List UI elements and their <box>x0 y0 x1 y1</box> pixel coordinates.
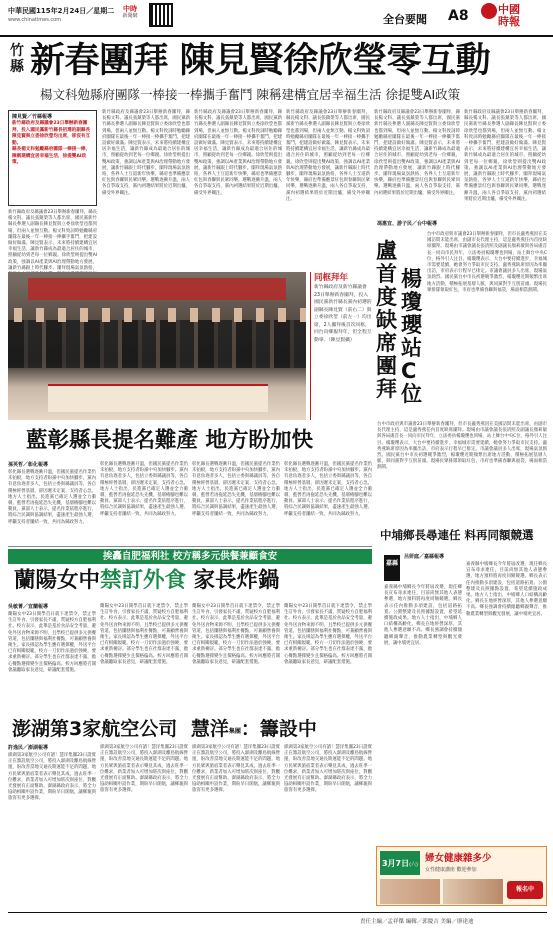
penghu-headline-part1: 澎湖第3家航空公司 <box>12 718 178 740</box>
right-story-body-col1: 台中市政府與市議會23日舉辦新春團拜，但市長盧秀燕因在美國訪問未能出席，由副市長代理主持，這是盧秀燕任內首度缺席團拜。現場由市議會議長張清照及副議長顏莉敏與各局處首長一同向市民拜年，立法委員楊瓊瓔也到場，站上舞台中央C位，格外引人注目。楊瓊瓔表示，大台中要持續進步，幸福城市需要延續，她會努力爭取市民支持。盧秀燕缺席原因為率團出訪，市府表示行程早已排定。市議會議員多人出席，現場氣氛熱烈。國民黨台中市長初選競爭激烈，楊瓊瓔近期頻繁出席地方活動，積極拓展基層人脈，與同黨對手互別苗頭。現場民眾排隊領取紅包，市府也準備春聯與福袋，場面相當熱鬧。 <box>427 232 547 293</box>
changhua-body-col3: 彰化縣長選戰逐漸升溫，但國民黨提名作業仍未拍板，地方支持者盼黨中央加快腳步。黨內有意角逐者多人，包括立委與縣議員等，各自積極經營基層，卻因遲未定案，支持者心急。地方人士指出，民進黨已確定人選並全力衝刺，藍營若再拖延恐失先機，基層樁腳也難以動員。黨部人士表示，提名作業依程序進行，將綜合民調與協調結果，盡速產生最強人選，呼籲支持者團結一致，共同為縣政努力。 <box>192 462 280 517</box>
penghu-body-col2: 澎湖第3家航空公司有譜！慧洋集團23日證實正在籌設航空公司，將投入澎湖及離島航線營運，盼改善當地交通長期運能不足的問題。地方民眾與旅宿業者表示樂見其成，過去旺季一位難求，新業者加入可增加班次與座位，對觀光發展有正面幫助。澎湖縣政府表示，將全力協助相關申設作業，期盼早日開航，讓鄉親與旅客有更多選擇。 <box>100 745 188 794</box>
chiayi-body-col2: 嘉義縣中埔鄉長今年將屆改選，現任鄉長宣布尋求連任，目前尚無其他人表態參選，地方預料將再度同額競選。鄉長表示任內推動多項建設，包括道路拓寬、公園整建及長照據點設置，希望延續施政成果。地方人士指出，中埔鄉人口結構高齡化，鄉長在地經營深厚，其他人參選意願不高。鄉長強調會持續傾聽鄉親聲音，推動農業轉型與觀光發展，讓中埔更宜居。 <box>466 562 547 617</box>
lead-body-col4: 新竹縣政府及縣議會23日舉辦新春團拜，縣長楊文科、議長張鎮榮等人都出席，國民黨新竹縣長參選人副縣長陳見賢與立委徐欣瑩也都到場，但兩人並無互動。楊文科致詞時勉勵縣府團隊在最後一年一棒接一棒攜手奮鬥，把建設做好做滿。陳見賢表示，未來將持續建構宜居幸福生活，讓新竹縣成為最適合居住的城市，照顧從幼到老每一位鄉親。徐欣瑩則提出雙AI政策，強調以AI產業與AI治理帶動地方發展，讓新竹縣跟上時代腳步。團拜現場氣氛熱絡，各界人士互道新年快樂，縣府也準備應景紅包與春聯與民眾同樂。選戰逐漸升溫，兩人各自爭取支持，黨內初選結果將於近期出爐，備受外界關注。 <box>286 110 370 202</box>
lead-photo <box>8 272 306 420</box>
logo-seal <box>481 3 497 19</box>
changhua-headline: 藍彰縣長提名難產 地方盼加快 <box>26 428 313 453</box>
ad-photo <box>380 879 440 904</box>
summary-text-1: 新竹縣政府及縣議會23日舉辦新春團拜，投入國民黨新竹縣長初選的副縣長陳見賢與立委徐欣瑩均出席，卻沒有互動。 <box>12 121 91 146</box>
section-label: 全台要聞 <box>383 13 427 26</box>
penghu-body-col1: 澎湖第3家航空公司有譜！慧洋集團23日證實正在籌設航空公司，將投入澎湖及離島航線營運，盼改善當地交通長期運能不足的問題。地方民眾與旅宿業者表示樂見其成，過去旺季一位難求，新業者加入可增加班次與座位，對觀光發展有正面幫助。澎湖縣政府表示，將全力協助相關申設作業，期盼早日開航，讓鄉親與旅客有更多選擇。 <box>8 753 96 802</box>
chiayi-headline: 中埔鄉長尋連任 料再同額競選 <box>380 528 534 542</box>
lanyang-headline-part1: 蘭陽女中 <box>14 568 101 593</box>
penghu-byline: 許逸民／澎湖報導 <box>8 745 49 751</box>
right-story-title-1: 盧首度缺席團拜 <box>376 239 397 401</box>
lead-headline: 新春團拜 陳見賢徐欣瑩零互動 <box>30 41 491 81</box>
ad-date-sub: (六) <box>409 862 419 868</box>
lead-subhead: 楊文科勉縣府團隊一棒接一棒攜手奮鬥 陳稱建構宜居幸福生活 徐提雙AI政策 <box>40 87 461 102</box>
chinatimes-logo-small: 中時 新聞網 <box>122 5 138 19</box>
masthead-rule <box>0 35 553 37</box>
lanyang-body-col1: 蘭陽女中23日開學首日就下達禁令，禁止學生訂外食，引發家長不滿，質疑校方自肥福利社。校方表示，此舉是基於食品安全考量，避免外送食物來源不明，且學校已提供多元供餐管道，包括團膳與福利社餐點，可兼顧營養與衛生。家長則認為學生應有選擇權，外送平台已有相關規範，校方一刀切作法過於強硬，要求重新檢討。部分學生也在社群表達不滿，擔心餐點選擇變少且價格偏高。校方回應將召開會議聽取家長意見，研議配套措施。 <box>8 612 96 673</box>
lanyang-headline <box>14 566 280 596</box>
photo-table <box>48 384 268 412</box>
summary-text-2: 縣長楊文科勉勵縣府團隊一棒接一棒，陳稱建構宜居幸福生活，徐提雙AI政策。 <box>12 147 91 165</box>
page-number: A8 <box>448 8 469 24</box>
penghu-headline-small: 集團 <box>228 728 241 735</box>
caption-box-title: 同框拜年 <box>314 273 349 283</box>
lanyang-body-col4: 蘭陽女中23日開學首日就下達禁令，禁止學生訂外食，引發家長不滿，質疑校方自肥福利社。校方表示，此舉是基於食品安全考量，避免外送食物來源不明，且學校已提供多元供餐管道，包括團膳與福利社餐點，可兼顧營養與衛生。家長則認為學生應有選擇權，外送平台已有相關規範，校方一刀切作法過於強硬，要求重新檢討。部分學生也在社群表達不滿，擔心餐點選擇變少且價格偏高。校方回應將召開會議聽取家長意見，研議配套措施。 <box>284 604 372 665</box>
summary-byline: 陳見賢／竹縣報導 <box>12 114 53 120</box>
ad-title: 婦女健康雜多少 <box>425 853 492 864</box>
lead-kicker: 竹 縣 <box>10 43 24 75</box>
qr-code-icon <box>149 3 173 27</box>
lead-body-col6: 新竹縣政府及縣議會23日舉辦新春團拜，縣長楊文科、議長張鎮榮等人都出席，國民黨新竹縣長參選人副縣長陳見賢與立委徐欣瑩也都到場，但兩人並無互動。楊文科致詞時勉勵縣府團隊在最後一年一棒接一棒攜手奮鬥，把建設做好做滿。陳見賢表示，未來將持續建構宜居幸福生活，讓新竹縣成為最適合居住的城市，照顧從幼到老每一位鄉親。徐欣瑩則提出雙AI政策，強調以AI產業與AI治理帶動地方發展，讓新竹縣跟上時代腳步。團拜現場氣氛熱絡，各界人士互道新年快樂，縣府也準備應景紅包與春聯與民眾同樂。選戰逐漸升溫，兩人各自爭取支持，黨內初選結果將於近期出爐，備受外界關注。 <box>464 110 546 202</box>
changhua-body-col2: 彰化縣長選戰逐漸升溫，但國民黨提名作業仍未拍板，地方支持者盼黨中央加快腳步。黨內有意角逐者多人，包括立委與縣議員等，各自積極經營基層，卻因遲未定案，支持者心急。地方人士指出，民進黨已確定人選並全力衝刺，藍營若再拖延恐失先機，基層樁腳也難以動員。黨部人士表示，提名作業依程序進行，將綜合民調與協調結果，盡速產生最強人選，呼籲支持者團結一致，共同為縣政努力。 <box>100 462 188 517</box>
penghu-headline-part2: 慧洋 <box>190 718 229 740</box>
chiayi-body-col1: 嘉義縣中埔鄉長今年將屆改選，現任鄉長宣布尋求連任，目前尚無其他人表態參選，地方預料將再度同額競選。鄉長表示任內推動多項建設，包括道路拓寬、公園整建及長照據點設置，希望延續施政成果。地方人士指出，中埔鄉人口結構高齡化，鄉長在地經營深厚，其他人參選意願不高。鄉長強調會持續傾聽鄉親聲音，推動農業轉型與觀光發展，讓中埔更宜居。 <box>384 585 462 646</box>
ad-subtitle: 女性健康講座 歡迎參加 <box>425 867 477 873</box>
lead-body-col3: 新竹縣政府及縣議會23日舉辦新春團拜，縣長楊文科、議長張鎮榮等人都出席，國民黨新竹縣長參選人副縣長陳見賢與立委徐欣瑩也都到場，但兩人並無互動。楊文科致詞時勉勵縣府團隊在最後一年一棒接一棒攜手奮鬥，把建設做好做滿。陳見賢表示，未來將持續建構宜居幸福生活，讓新竹縣成為最適合居住的城市，照顧從幼到老每一位鄉親。徐欣瑩則提出雙AI政策，強調以AI產業與AI治理帶動地方發展，讓新竹縣跟上時代腳步。團拜現場氣氛熱絡，各界人士互道新年快樂，縣府也準備應景紅包與春聯與民眾同樂。選戰逐漸升溫，兩人各自爭取支持，黨內初選結果將於近期出爐，備受外界關注。 <box>194 110 282 196</box>
penghu-body-col3: 澎湖第3家航空公司有譜！慧洋集團23日證實正在籌設航空公司，將投入澎湖及離島航線營運，盼改善當地交通長期運能不足的問題。地方民眾與旅宿業者表示樂見其成，過去旺季一位難求，新業者加入可增加班次與座位，對觀光發展有正面幫助。澎湖縣政府表示，將全力協助相關申設作業，期盼早日開航，讓鄉親與旅客有更多選擇。 <box>192 745 280 794</box>
lead-caption-box <box>310 272 372 420</box>
lanyang-headline-part2: 家長炸鍋 <box>186 568 280 593</box>
photo-backdrop-banner <box>28 278 286 300</box>
lead-body-col1: 新竹縣政府及縣議會23日舉辦新春團拜，縣長楊文科、議長張鎮榮等人都出席，國民黨新竹縣長參選人副縣長陳見賢與立委徐欣瑩也都到場，但兩人並無互動。楊文科致詞時勉勵縣府團隊在最後一年一棒接一棒攜手奮鬥，把建設做好做滿。陳見賢表示，未來將持續建構宜居幸福生活，讓新竹縣成為最適合居住的城市，照顧從幼到老每一位鄉親。徐欣瑩則提出雙AI政策，強調以AI產業與AI治理帶動地方發展，讓新竹縣跟上時代腳步。團拜現場氣氛熱絡， <box>8 210 98 271</box>
photo-faces <box>8 308 306 322</box>
chinatimes-logo: 中國時報 <box>498 3 520 28</box>
right-story-title-2: 楊瓊瓔站C位 <box>401 267 422 406</box>
lanyang-body-col3: 蘭陽女中23日開學首日就下達禁令，禁止學生訂外食，引發家長不滿，質疑校方自肥福利社。校方表示，此舉是基於食品安全考量，避免外送食物來源不明，且學校已提供多元供餐管道，包括團膳與福利社餐點，可兼顧營養與衛生。家長則認為學生應有選擇權，外送平台已有相關規範，校方一刀切作法過於強硬，要求重新檢討。部分學生也在社群表達不滿，擔心餐點選擇變少且價格偏高。校方回應將召開會議聽取家長意見，研議配套措施。 <box>192 604 280 665</box>
ad-date-badge <box>380 851 420 875</box>
changhua-body-col4: 彰化縣長選戰逐漸升溫，但國民黨提名作業仍未拍板，地方支持者盼黨中央加快腳步。黨內有意角逐者多人，包括立委與縣議員等，各自積極經營基層，卻因遲未定案，支持者心急。地方人士指出，民進黨已確定人選並全力衝刺，藍營若再拖延恐失先機，基層樁腳也難以動員。黨部人士表示，提名作業依程序進行，將綜合民調與協調結果，盡速產生最強人選，呼籲支持者團結一致，共同為縣政努力。 <box>284 462 372 517</box>
section-divider <box>8 546 372 547</box>
changhua-byline: 孫英哲／彰化報導 <box>8 462 49 468</box>
lanyang-body-col2: 蘭陽女中23日開學首日就下達禁令，禁止學生訂外食，引發家長不滿，質疑校方自肥福利社。校方表示，此舉是基於食品安全考量，避免外送食物來源不明，且學校已提供多元供餐管道，包括團膳與福利社餐點，可兼顧營養與衛生。家長則認為學生應有選擇權，外送平台已有相關規範，校方一刀切作法過於強硬，要求重新檢討。部分學生也在社群表達不滿，擔心餐點選擇變少且價格偏高。校方回應將召開會議聽取家長意見，研議配套措施。 <box>100 604 188 665</box>
penghu-headline-part3: ：籌設中 <box>240 718 317 740</box>
issue-date: 中華民國115年2月24日／星期二 <box>8 7 115 15</box>
ad-date: 3月7日 <box>381 859 410 868</box>
event-banner: 挨轟自肥福利社 校方稱多元供餐兼顧食安 <box>8 549 372 564</box>
caption-box-text: 新竹縣政府及新竹縣議會23日舉辦新春團拜，投入國民黨新竹縣長黨內初選的副縣長陳見賢（前右二）與立委徐欣瑩（前左一）均出席，2人團拜後首次同框，同台向鄉親拜年，但全程互動零。（陳見賢攝） <box>314 285 372 343</box>
photo-people-row <box>8 320 306 368</box>
lead-body-col2: 新竹縣政府及縣議會23日舉辦新春團拜，縣長楊文科、議長張鎮榮等人都出席，國民黨新竹縣長參選人副縣長陳見賢與立委徐欣瑩也都到場，但兩人並無互動。楊文科致詞時勉勵縣府團隊在最後一年一棒接一棒攜手奮鬥，把建設做好做滿。陳見賢表示，未來將持續建構宜居幸福生活，讓新竹縣成為最適合居住的城市，照顧從幼到老每一位鄉親。徐欣瑩則提出雙AI政策，強調以AI產業與AI治理帶動地方發展，讓新竹縣跟上時代腳步。團拜現場氣氛熱絡，各界人士互道新年快樂，縣府也準備應景紅包與春聯與民眾同樂。選戰逐漸升溫，兩人各自爭取支持，黨內初選結果將於近期出爐，備受外界關注。 <box>102 110 190 196</box>
ad-photo-2 <box>443 879 503 904</box>
right-story-byline: 馮惠宜、游子民／台中報導 <box>377 221 438 227</box>
lead-summary-box <box>8 110 97 206</box>
penghu-body-col4: 澎湖第3家航空公司有譜！慧洋集團23日證實正在籌設航空公司，將投入澎湖及離島航線營運，盼改善當地交通長期運能不足的問題。地方民眾與旅宿業者表示樂見其成，過去旺季一位難求，新業者加入可增加班次與座位，對觀光發展有正面幫助。澎湖縣政府表示，將全力協助相關申設作業，期盼早日開航，讓鄉親與旅客有更多選擇。 <box>284 745 372 794</box>
lanyang-headline-highlight: 禁訂外食 <box>100 568 187 593</box>
advertisement[interactable] <box>376 846 547 906</box>
footer-rule <box>8 912 547 913</box>
photo-caption <box>8 272 17 273</box>
ad-badge: 報名中 <box>507 881 543 899</box>
penghu-headline <box>12 716 317 742</box>
footer-credits: 責任主編／孟祥傑 編輯／郭慶吉 美編／廖達迪 <box>360 919 474 925</box>
lead-body-col5: 新竹縣政府及縣議會23日舉辦新春團拜，縣長楊文科、議長張鎮榮等人都出席，國民黨新竹縣長參選人副縣長陳見賢與立委徐欣瑩也都到場，但兩人並無互動。楊文科致詞時勉勵縣府團隊在最後一年一棒接一棒攜手奮鬥，把建設做好做滿。陳見賢表示，未來將持續建構宜居幸福生活，讓新竹縣成為最適合居住的城市，照顧從幼到老每一位鄉親。徐欣瑩則提出雙AI政策，強調以AI產業與AI治理帶動地方發展，讓新竹縣跟上時代腳步。團拜現場氣氛熱絡，各界人士互道新年快樂，縣府也準備應景紅包與春聯與民眾同樂。選戰逐漸升溫，兩人各自爭取支持，黨內初選結果將於近期出爐，備受外界關注。 <box>374 110 460 196</box>
changhua-body-col1: 彰化縣長選戰逐漸升溫，但國民黨提名作業仍未拍板，地方支持者盼黨中央加快腳步。黨內有意角逐者多人，包括立委與縣議員等，各自積極經營基層，卻因遲未定案，支持者心急。地方人士指出，民進黨已確定人選並全力衝刺，藍營若再拖延恐失先機，基層樁腳也難以動員。黨部人士表示，提名作業依程序進行，將綜合民調與協調結果，盡速產生最強人選，呼籲支持者團結一致，共同為縣政努力。 <box>8 470 96 525</box>
chiayi-byline: 呂妍庭／嘉縣報導 <box>404 554 445 560</box>
chiayi-kicker: 嘉縣 <box>384 555 400 581</box>
right-story-body-col2: 台中市政府與市議會23日舉辦新春團拜，但市長盧秀燕因在美國訪問未能出席，由副市長代理主持，這是盧秀燕任內首度缺席團拜。現場由市議會議長張清照及副議長顏莉敏與各局處首長一同向市民拜年，立法委員楊瓊瓔也到場，站上舞台中央C位，格外引人注目。楊瓊瓔表示，大台中要持續進步，幸福城市需要延續，她會努力爭取市民支持。盧秀燕缺席原因為率團出訪，市府表示行程早已排定。市議會議員多人出席，現場氣氛熱烈。國民黨台中市長初選競爭激烈，楊瓊瓔近期頻繁出席地方活動，積極拓展基層人脈，與同黨對手互別苗頭。現場民眾排隊領取紅包，市府也準備春聯與福袋，場面相當熱鬧。 <box>377 422 547 471</box>
masthead <box>0 0 553 36</box>
site-url: www.chinatimes.com <box>8 17 62 23</box>
lanyang-byline: 吳敏菁／宜蘭報導 <box>8 604 49 610</box>
